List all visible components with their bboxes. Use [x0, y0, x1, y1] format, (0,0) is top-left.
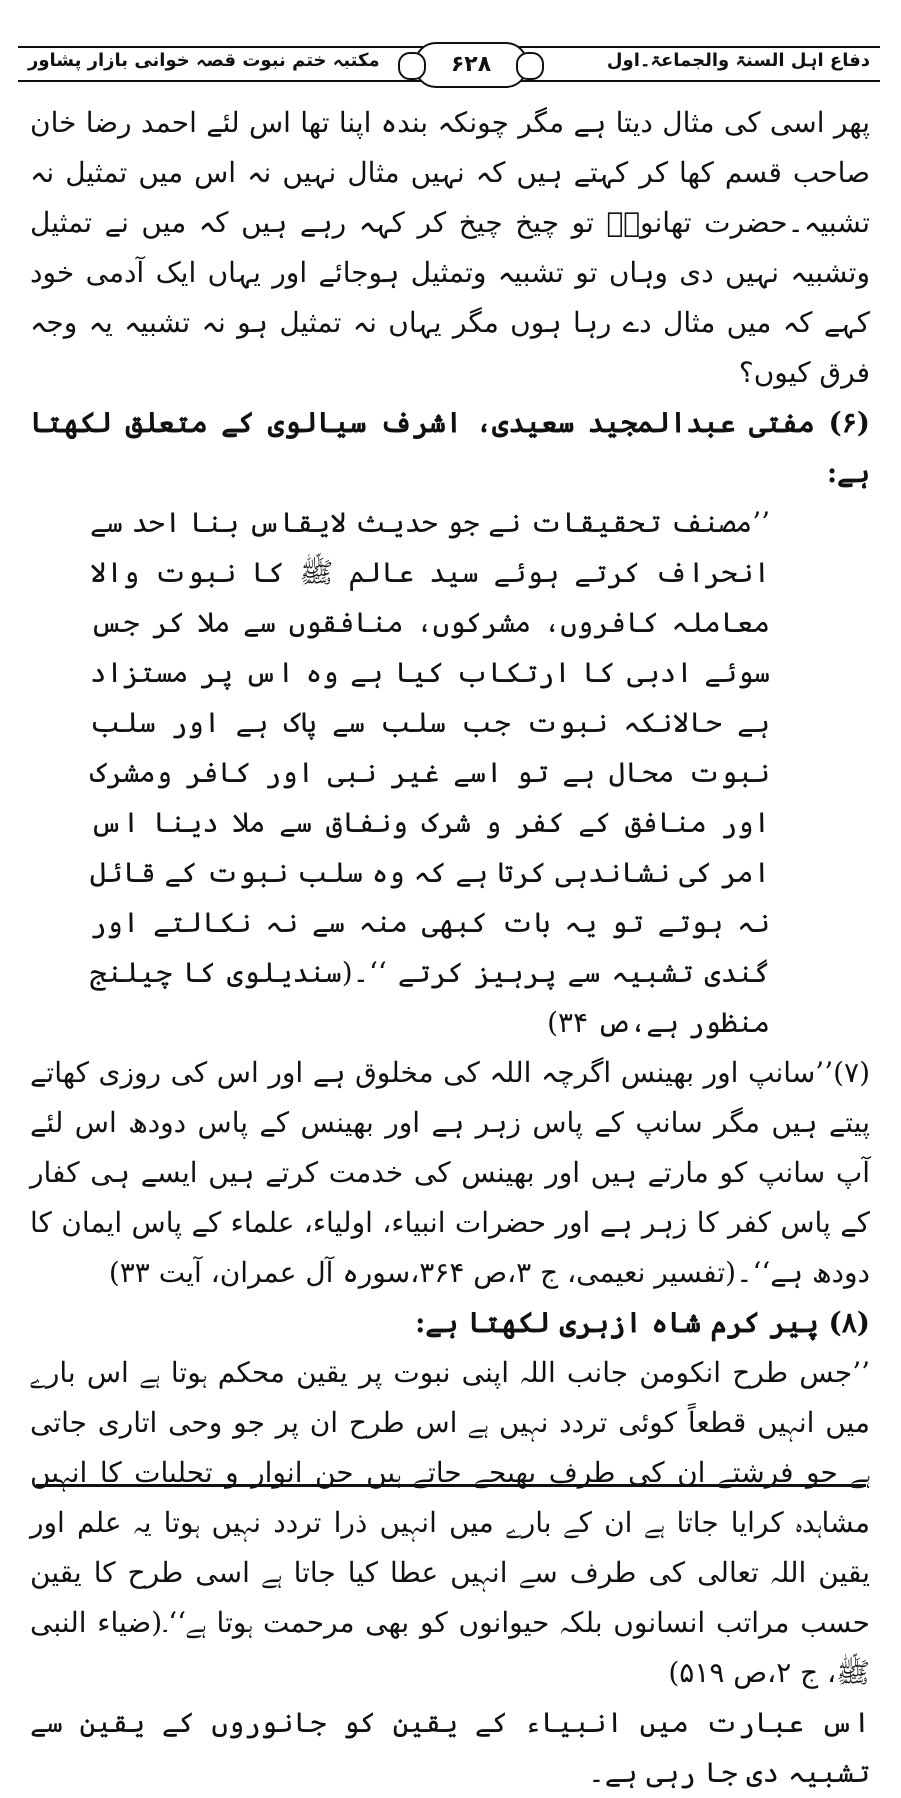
- closing-remark: اس عبارت میں انبیاء کے یقین کو جانوروں کے یقین سے تشبیہ دی جا رہی ہے۔: [30, 1706, 870, 1789]
- paragraph-intro: پھر اسی کی مثال دیتا ہے مگر چونکہ بندہ اپنا تھا اس لئے احمد رضا خان صاحب قسم کھا کر کہتے ہیں کہ نہیں مثال نہیں نہ اس میں تمثیل نہ تشبیہ۔حضرت تھانویؒ تو چیخ چیخ کر کہہ رہے ہیں کہ میں نے تمثیل وتشبیہ نہیں دی وہاں تو تشبیہ وتمثیل ہوجائے اور یہاں ایک آدمی خود کہے کہ میں مثال دے رہا ہوں مگر یہاں نہ تمثیل ہو نہ تشبیہ یہ وجہ فرق کیوں؟: [30, 106, 870, 389]
- footer-rule: [36, 1484, 866, 1487]
- item-6-heading: (۶) مفتی عبدالمجید سعیدی، اشرف سیالوی کے متعلق لکھتا ہے:: [30, 406, 870, 489]
- publisher-title: مکتبہ ختم نبوت قصہ خوانی بازار پشاور: [28, 50, 380, 71]
- book-title: دفاع اہل السنۃ والجماعۃ۔اول: [606, 50, 870, 71]
- item-8-heading: (۸) پیر کرم شاہ ازہری لکھتا ہے:: [415, 1306, 870, 1339]
- item-7-paragraph: (۷)’’سانپ اور بھینس اگرچہ اللہ کی مخلوق ہے اور اس کی روزی کھاتے پیتے ہیں مگر سانپ کے پاس زہر ہے اور بھینس کے پاس دودھ اس لئے آپ سانپ کو مارتے ہیں اور بھینس کی خدمت کرتے ہیں ایسے ہی کفار کے پاس کفر کا زہر ہے اور حضرات انبیاء، اولیاء، علماء کے پاس ایمان کا دودھ ہے‘‘۔(تفسیر نعیمی، ج ۳،ص ۳۶۴،سورہ آل عمران، آیت ۳۳): [30, 1056, 870, 1289]
- page-header: [18, 40, 880, 90]
- item-6-quote: ’’مصنف تحقیقات نے جو حدیث لایقاس بنا احد سے انحراف کرتے ہوئے سید عالم ﷺ کا نبوت والا معاملہ کافروں، مشرکوں، منافقوں سے ملا کر جس سوئے ادبی کا ارتکاب کیا ہے وہ اس پر مستزاد ہے حالانکہ نبوت جب سلب سے پاک ہے اور سلب نبوت محال ہے تو اسے غیر نبی اور کافر ومشرک اور منافق کے کفر و شرک ونفاق سے ملا دینا اس امر کی نشاندہی کرتا ہے کہ وہ سلب نبوت کے قائل نہ ہوتے تو یہ بات کبھی منہ سے نہ نکالتے اور گندی تشبیہ سے پرہیز کرتے ‘‘۔(سندیلوی کا چیلنج منظور ہے،ص ۳۴): [90, 506, 770, 1039]
- item-8-quote: ’’جس طرح انکومن جانب اللہ اپنی نبوت پر یقین محکم ہوتا ہے اس بارے میں انہیں قطعاً کوئی تردد نہیں ہے اس طرح ان پر جو وحی اتاری جاتی ہے جو فرشتے ان کی طرف بھیجے جاتے ہیں جن انوار و تجلیات کا انہیں مشاہدہ کرایا جاتا ہے ان کے بارے میں انہیں ذرا تردد نہیں ہوتا یہ علم اور یقین اللہ تعالی کی طرف سے انہیں عطا کیا جاتا ہے اسی طرح کا یقین حسب مراتب انسانوں بلکہ حیوانوں کو بھی مرحمت ہوتا ہے‘‘۔(ضیاء النبی ﷺ، ج ۲،ص ۵۱۹): [30, 1356, 870, 1689]
- page-number: ۶۲۸: [414, 42, 528, 88]
- page-body: [30, 98, 870, 1798]
